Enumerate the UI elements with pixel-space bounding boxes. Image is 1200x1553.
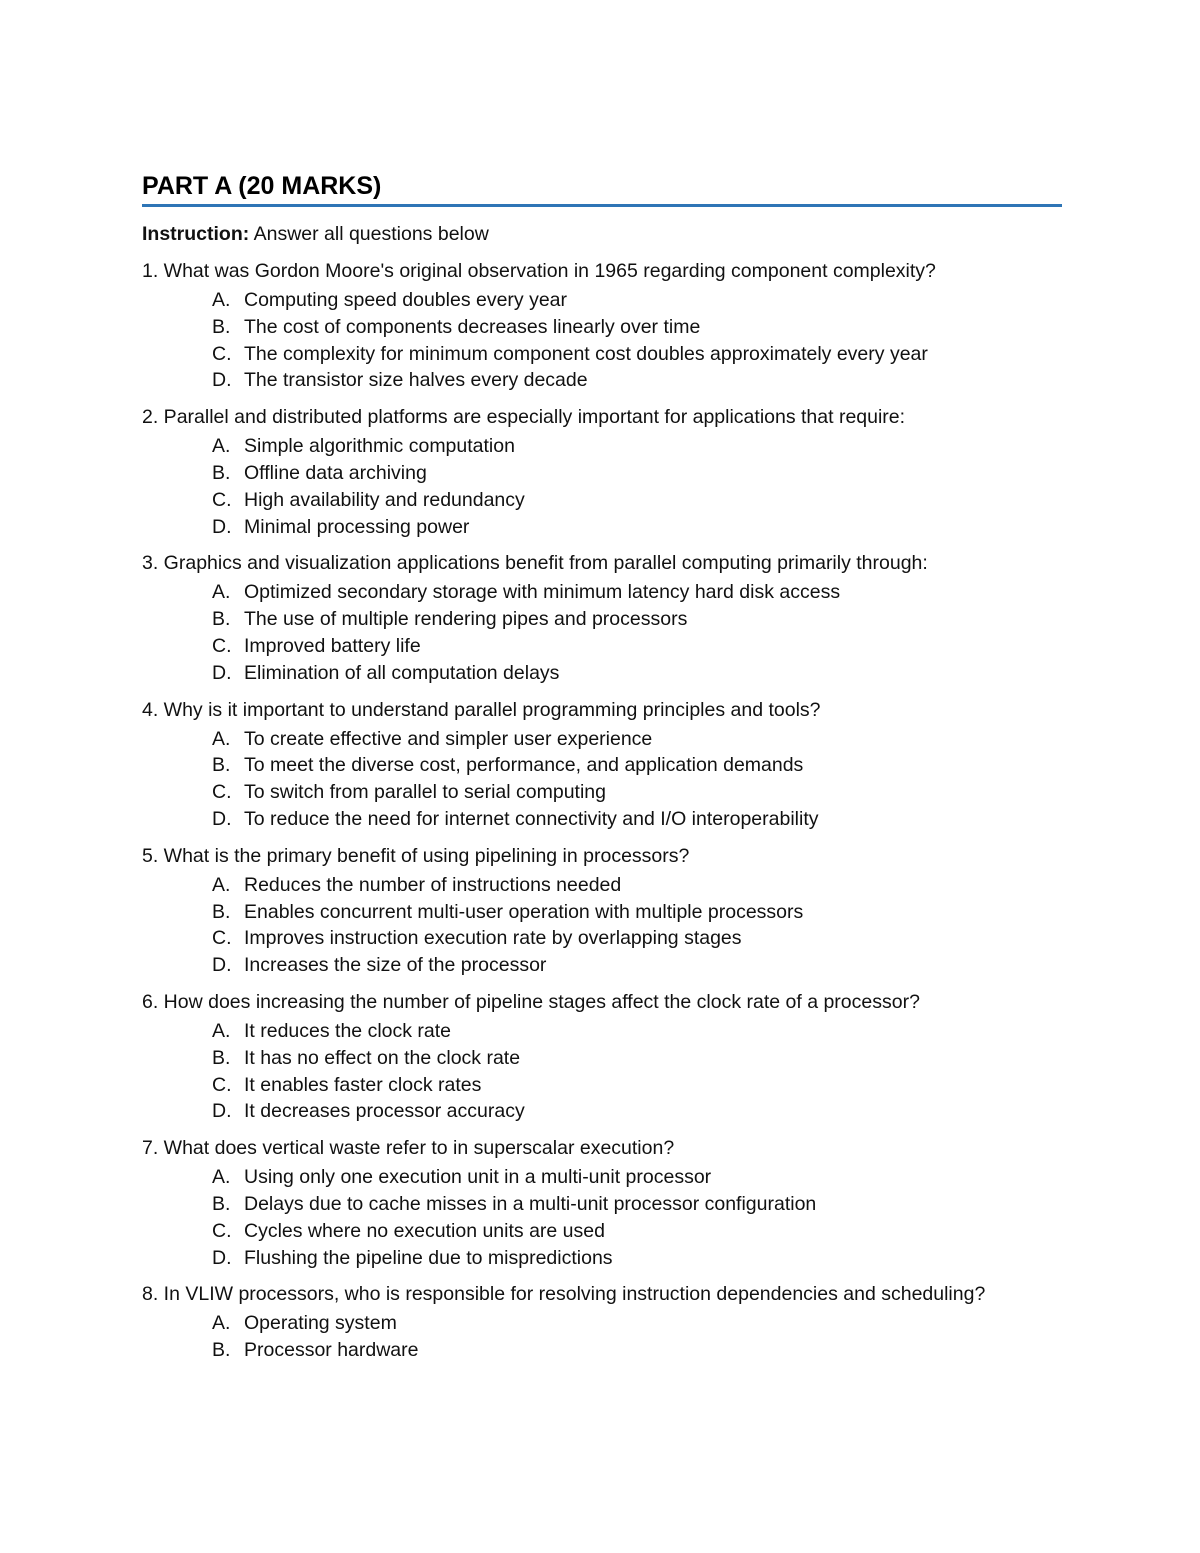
option-letter: D. <box>212 369 232 392</box>
option-letter: C. <box>212 1073 232 1096</box>
option-text: The cost of components decreases linearly over time <box>244 315 701 338</box>
option-letter: A. <box>212 1019 231 1042</box>
answer-option <box>212 1045 1062 1072</box>
question-prompt: How does increasing the number of pipeline stages affect the clock rate of a processor? <box>158 990 920 1013</box>
question-3 <box>142 551 1062 686</box>
question-prompt: What is the primary benefit of using pipelining in processors? <box>158 844 690 867</box>
instruction-label: Instruction: <box>142 223 250 245</box>
option-letter: B. <box>212 608 231 631</box>
answer-option <box>212 925 1062 952</box>
answer-option <box>212 633 1062 660</box>
question-prompt: Why is it important to understand parallel programming principles and tools? <box>158 698 821 721</box>
answer-option <box>212 1191 1062 1218</box>
option-text: Cycles where no execution units are used <box>244 1219 605 1242</box>
option-letter: A. <box>212 727 231 750</box>
option-letter: B. <box>212 461 231 484</box>
option-text: Elimination of all computation delays <box>244 661 560 684</box>
option-letter: A. <box>212 581 231 604</box>
answer-option <box>212 752 1062 779</box>
option-letter: B. <box>212 754 231 777</box>
option-text: To reduce the need for internet connectivity and I/O interoperability <box>244 807 819 830</box>
question-text <box>142 844 1062 869</box>
option-text: Optimized secondary storage with minimum latency hard disk access <box>244 581 841 604</box>
option-text: The transistor size halves every decade <box>244 369 588 392</box>
option-text: Operating system <box>244 1312 397 1335</box>
option-text: The use of multiple rendering pipes and processors <box>244 608 688 631</box>
answer-options <box>142 287 1062 394</box>
question-list <box>142 259 1062 1364</box>
question-number: 7. <box>142 1137 159 1160</box>
question-number: 5. <box>142 844 159 867</box>
option-letter: C. <box>212 1219 232 1242</box>
question-text <box>142 551 1062 576</box>
answer-option <box>212 1098 1062 1125</box>
answer-options <box>142 1310 1062 1364</box>
answer-option <box>212 1218 1062 1245</box>
question-text <box>142 405 1062 430</box>
option-letter: D. <box>212 1246 232 1269</box>
option-letter: A. <box>212 1166 231 1189</box>
question-number: 1. <box>142 260 159 282</box>
option-letter: C. <box>212 927 232 950</box>
page-content <box>142 170 1062 1375</box>
answer-option <box>212 1018 1062 1045</box>
answer-option <box>212 1164 1062 1191</box>
answer-options <box>142 1018 1062 1125</box>
option-text: Computing speed doubles every year <box>244 289 568 311</box>
question-prompt: In VLIW processors, who is responsible for resolving instruction dependencies and scheduling? <box>158 1283 986 1306</box>
option-letter: D. <box>212 515 232 538</box>
section-heading: PART A (20 MARKS) <box>142 172 382 200</box>
answer-options <box>142 579 1062 686</box>
answer-options <box>142 872 1062 979</box>
option-text: To create effective and simpler user experience <box>244 727 653 750</box>
option-letter: A. <box>212 1312 231 1335</box>
heading-underline <box>142 204 1062 207</box>
option-letter: C. <box>212 342 232 365</box>
question-prompt: Graphics and visualization applications benefit from parallel computing primarily through: <box>158 552 928 575</box>
option-text: Improves instruction execution rate by overlapping stages <box>244 927 742 950</box>
question-text <box>142 698 1062 723</box>
answer-option <box>212 341 1062 368</box>
answer-option <box>212 726 1062 753</box>
option-letter: C. <box>212 488 232 511</box>
option-text: Enables concurrent multi-user operation with multiple processors <box>244 900 804 923</box>
question-8 <box>142 1282 1062 1364</box>
option-text: It reduces the clock rate <box>244 1019 452 1042</box>
option-letter: B. <box>212 1339 231 1362</box>
answer-option <box>212 314 1062 341</box>
option-text: Increases the size of the processor <box>244 954 547 977</box>
instruction-text: Answer all questions below <box>249 223 489 245</box>
answer-option <box>212 806 1062 833</box>
answer-option <box>212 287 1062 314</box>
option-letter: D. <box>212 954 232 977</box>
option-text: Simple algorithmic computation <box>244 435 515 458</box>
question-text <box>142 1282 1062 1307</box>
option-letter: A. <box>212 435 231 458</box>
option-letter: C. <box>212 781 232 804</box>
option-text: Delays due to cache misses in a multi-unit processor configuration <box>244 1192 817 1215</box>
question-number: 2. <box>142 406 159 429</box>
answer-option <box>212 660 1062 687</box>
answer-option <box>212 1337 1062 1364</box>
answer-options <box>142 726 1062 833</box>
option-text: It enables faster clock rates <box>244 1073 482 1096</box>
question-7 <box>142 1136 1062 1271</box>
answer-options <box>142 1164 1062 1271</box>
answer-option <box>212 872 1062 899</box>
option-letter: B. <box>212 315 231 338</box>
question-2 <box>142 405 1062 540</box>
question-prompt: Parallel and distributed platforms are especially important for applications that require: <box>158 406 906 429</box>
answer-option <box>212 367 1062 394</box>
option-letter: D. <box>212 1100 232 1123</box>
option-text: Reduces the number of instructions needed <box>244 873 622 896</box>
answer-option <box>212 579 1062 606</box>
answer-option <box>212 1310 1062 1337</box>
option-text: To switch from parallel to serial computing <box>244 781 606 804</box>
answer-option <box>212 514 1062 541</box>
question-number: 4. <box>142 698 159 721</box>
answer-option <box>212 1072 1062 1099</box>
option-letter: B. <box>212 1046 231 1069</box>
question-text <box>142 259 1062 284</box>
option-text: It decreases processor accuracy <box>244 1100 525 1123</box>
option-text: Offline data archiving <box>244 461 427 484</box>
question-prompt: What does vertical waste refer to in superscalar execution? <box>158 1137 675 1160</box>
option-letter: A. <box>212 873 231 896</box>
question-number: 6. <box>142 990 159 1013</box>
question-4 <box>142 698 1062 833</box>
option-letter: A. <box>212 289 231 311</box>
option-text: It has no effect on the clock rate <box>244 1046 521 1069</box>
question-prompt: What was Gordon Moore's original observation in 1965 regarding component complexity? <box>158 260 936 282</box>
question-text <box>142 990 1062 1015</box>
option-text: Processor hardware <box>244 1339 419 1362</box>
answer-options <box>142 433 1062 540</box>
answer-option <box>212 899 1062 926</box>
answer-option <box>212 487 1062 514</box>
question-5 <box>142 844 1062 979</box>
option-text: Using only one execution unit in a multi-unit processor <box>244 1166 712 1189</box>
answer-option <box>212 1245 1062 1272</box>
option-text: To meet the diverse cost, performance, and application demands <box>244 754 804 777</box>
option-letter: B. <box>212 1192 231 1215</box>
answer-option <box>212 433 1062 460</box>
option-letter: B. <box>212 900 231 923</box>
question-text <box>142 1136 1062 1161</box>
option-letter: D. <box>212 807 232 830</box>
question-6 <box>142 990 1062 1125</box>
option-letter: D. <box>212 661 232 684</box>
answer-option <box>212 606 1062 633</box>
question-number: 8. <box>142 1283 159 1306</box>
option-text: Improved battery life <box>244 634 421 657</box>
option-text: High availability and redundancy <box>244 488 525 511</box>
answer-option <box>212 779 1062 806</box>
answer-option <box>212 460 1062 487</box>
option-text: Flushing the pipeline due to mispredictions <box>244 1246 613 1269</box>
answer-option <box>212 952 1062 979</box>
option-text: The complexity for minimum component cost doubles approximately every year <box>244 342 928 365</box>
instruction-line <box>142 221 1062 247</box>
option-letter: C. <box>212 634 232 657</box>
question-1 <box>142 259 1062 394</box>
question-number: 3. <box>142 552 159 575</box>
option-text: Minimal processing power <box>244 515 470 538</box>
